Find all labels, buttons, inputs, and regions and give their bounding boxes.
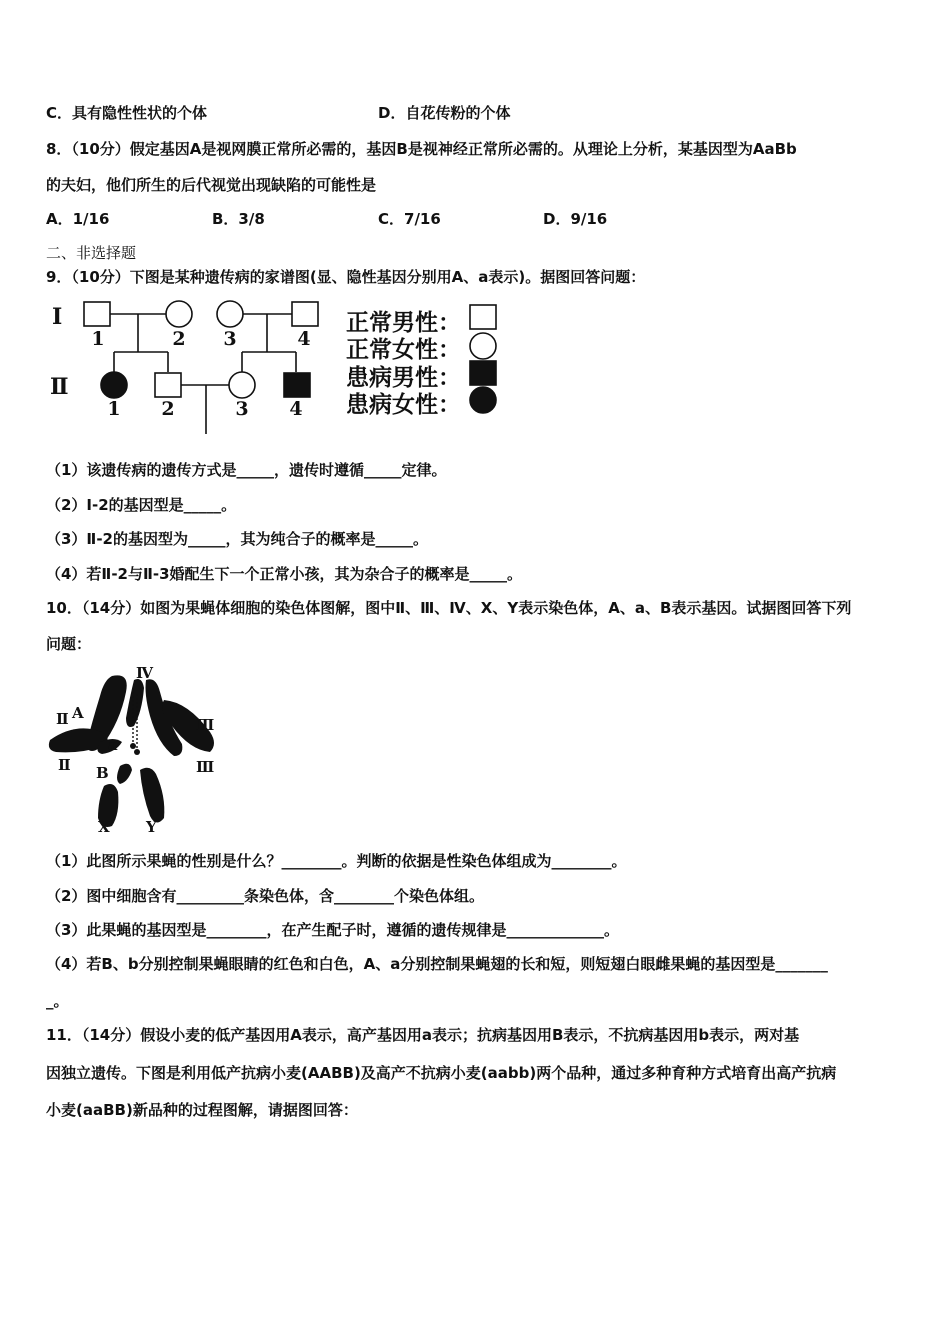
q8-option-b: B．3/8: [212, 210, 265, 228]
label-b: B: [96, 764, 109, 782]
label-iii-bottom: Ⅲ: [196, 758, 215, 776]
label-a-lower: a: [108, 736, 118, 754]
pedigree-ii1-affected-female: [101, 372, 127, 398]
q10-sub-4-continued: _。: [46, 992, 69, 1010]
q8-option-c: C．7/16: [378, 210, 441, 228]
q10-sub-4: （4）若B、b分别控制果蝇眼睛的红色和白色，A、a分别控制果蝇翅的长和短，则短翅白眼雌果蝇的基因型是_______: [46, 955, 828, 973]
q9-stem: 9．（10分）下图是某种遗传病的家谱图(显、隐性基因分别用A、a表示)。据图回答问题：: [46, 268, 646, 286]
q11-stem-line3: 小麦(aaBB)新品种的过程图解，请据图回答：: [46, 1101, 358, 1119]
legend-affected-female-icon: [470, 387, 496, 413]
q10-stem-line1: 10．（14分）如图为果蝇体细胞的染色体图解，图中Ⅱ、Ⅲ、Ⅳ、X、Y表示染色体，A、a、B表示基因。试据图回答下列: [46, 599, 852, 617]
gen1-number-4: 4: [297, 328, 311, 350]
gen1-label: Ⅰ: [52, 304, 63, 330]
legend-normal-female-icon: [470, 333, 496, 359]
q9-sub-4: （4）若Ⅱ-2与Ⅱ-3婚配生下一个正常小孩，其为杂合子的概率是_____。: [46, 565, 523, 583]
pedigree-chart: [46, 296, 336, 436]
q8-option-d: D．9/16: [543, 210, 608, 228]
pedigree-i2-normal-female: [166, 301, 192, 327]
label-ii-top: Ⅱ: [56, 710, 69, 728]
q8-option-a: A．1/16: [46, 210, 110, 228]
legend-affected-female: 患病女性：: [346, 391, 461, 418]
q10-sub-3: （3）此果蝇的基因型是________，在产生配子时，遵循的遗传规律是_____________。: [46, 921, 619, 939]
gen2-label: Ⅱ: [50, 374, 69, 400]
pedigree-ii3-normal-female: [229, 372, 255, 398]
q7-option-d: D．自花传粉的个体: [378, 104, 511, 122]
legend-normal-male: 正常男性：: [346, 309, 461, 336]
q8-stem-line2: 的夫妇，他们所生的后代视觉出现缺陷的可能性是: [46, 176, 377, 194]
label-iv: Ⅳ: [136, 664, 154, 682]
gen2-number-4: 4: [289, 398, 303, 420]
label-x: X: [98, 818, 110, 834]
label-ii-bottom: Ⅱ: [58, 756, 71, 774]
pedigree-i3-normal-female: [217, 301, 243, 327]
legend-normal-female: 正常女性：: [346, 336, 461, 363]
q11-stem-line1: 11．（14分）假设小麦的低产基因用A表示，高产基因用a表示；抗病基因用B表示，不抗病基因用b表示，两对基: [46, 1026, 800, 1044]
chromosome-figure: [46, 662, 221, 834]
gen2-number-1: 1: [107, 398, 121, 420]
chromosome-y: [140, 768, 164, 823]
pedigree-i4-normal-male: [292, 302, 318, 326]
legend-affected-male: 患病男性：: [346, 364, 461, 391]
pedigree-ii2-normal-male: [155, 373, 181, 397]
q9-sub-3: （3）Ⅱ-2的基因型为_____，其为纯合子的概率是_____。: [46, 530, 428, 548]
label-iii-top: Ⅲ: [196, 716, 215, 734]
chromosome-center-upper: [126, 679, 144, 727]
label-y: Y: [146, 818, 157, 834]
pedigree-ii4-affected-male: [284, 373, 310, 397]
gen1-number-2: 2: [172, 328, 186, 350]
label-a-upper: A: [72, 704, 84, 722]
legend-symbols: [467, 302, 503, 414]
q9-sub-2: （2）Ⅰ-2的基因型是_____。: [46, 496, 237, 514]
pedigree-i1-normal-male: [84, 302, 110, 326]
q8-stem-line1: 8．（10分）假定基因A是视网膜正常所必需的，基因B是视神经正常所必需的。从理论上分析，某基因型为AaBb: [46, 140, 797, 158]
q11-stem-line2: 因独立遗传。下图是利用低产抗病小麦(AABB)及高产不抗病小麦(aabb)两个品种，通过多种育种方式培育出高产抗病: [46, 1064, 837, 1082]
legend-affected-male-icon: [470, 361, 496, 385]
q7-option-c: C．具有隐性性状的个体: [46, 104, 208, 122]
q10-stem-line2: 问题：: [46, 635, 92, 653]
gen2-number-3: 3: [235, 398, 249, 420]
q9-sub-1: （1）该遗传病的遗传方式是_____，遗传时遵循_____定律。: [46, 461, 447, 479]
gen1-number-3: 3: [223, 328, 237, 350]
chromosome-x-top: [117, 764, 132, 784]
section-heading: 二、非选择题: [46, 244, 137, 262]
gen1-number-1: 1: [91, 328, 105, 350]
q10-sub-1: （1）此图所示果蝇的性别是什么？________。判断的依据是性染色体组成为________。: [46, 852, 627, 870]
legend-normal-male-icon: [470, 305, 496, 329]
q10-sub-2: （2）图中细胞含有_________条染色体，含________个染色体组。: [46, 887, 484, 905]
gen2-number-2: 2: [161, 398, 175, 420]
